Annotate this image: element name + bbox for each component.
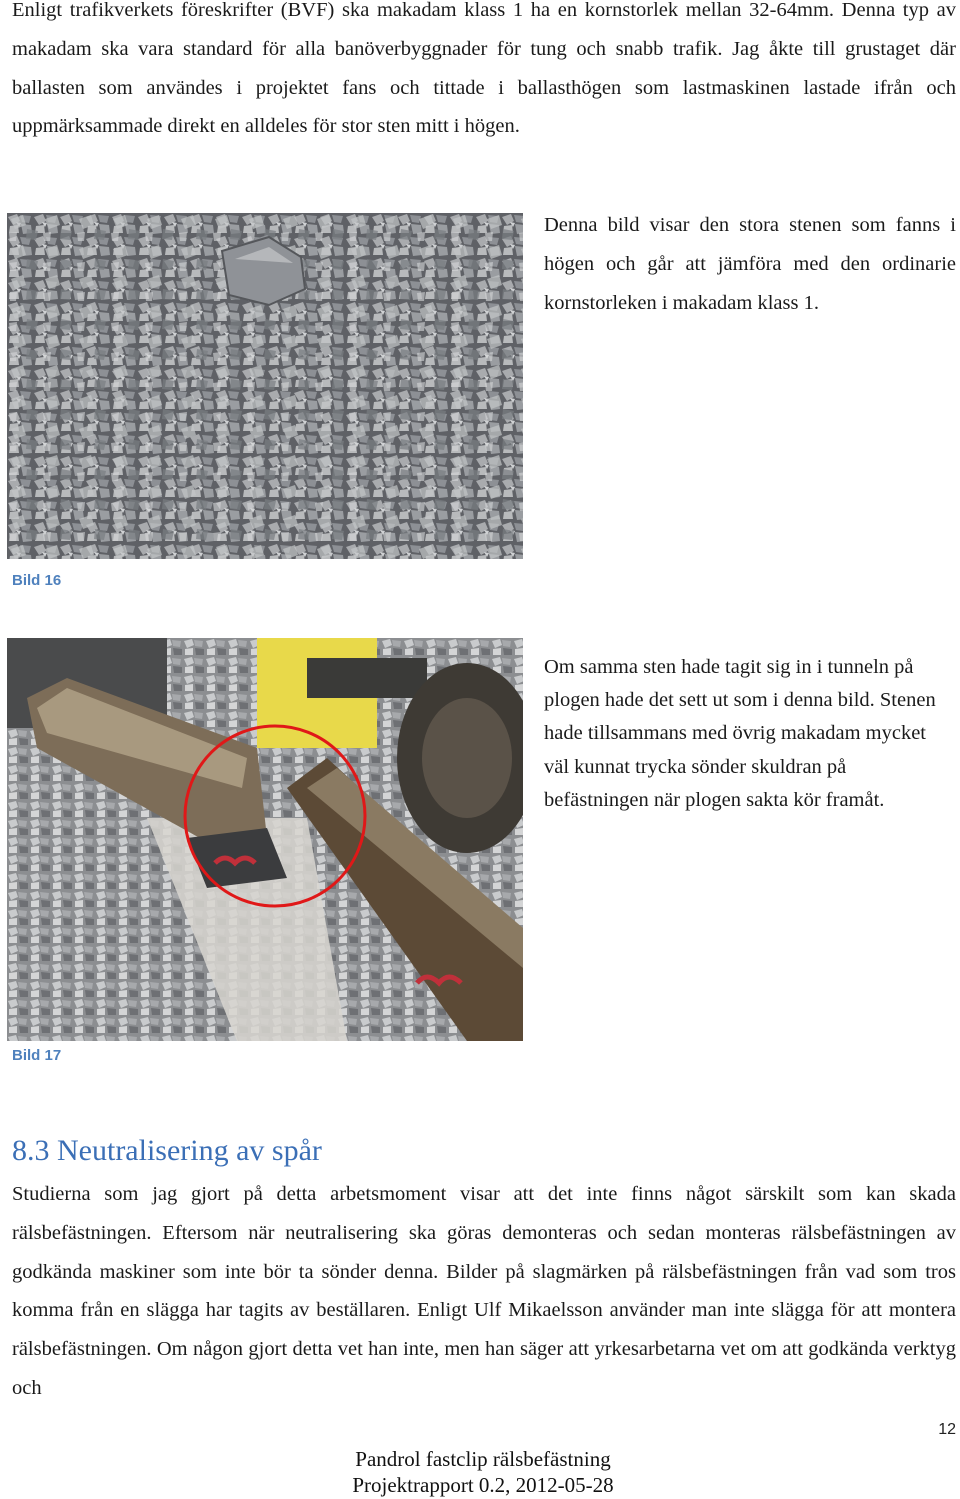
footer-subtitle: Projektrapport 0.2, 2012-05-28 (352, 1473, 614, 1497)
figure17-caption: Bild 17 (12, 1047, 62, 1064)
footer-title: Pandrol fastclip rälsbefästning (355, 1447, 611, 1471)
gravel-pile-photo (7, 213, 523, 559)
section-heading: 8.3 Neutralisering av spår (12, 1134, 322, 1167)
figure16-description: Denna bild visar den stora stenen som fanns i högen och går att jämföra med den ordinarie kornstorleken i makadam klass 1. (544, 214, 956, 314)
plow-rail-illustration (7, 638, 523, 1041)
gravel-pile-illustration (7, 213, 523, 559)
intro-paragraph: Enligt trafikverkets föreskrifter (BVF) ska makadam klass 1 ha en kornstorlek mellan 32-64mm. Denna typ av makadam ska vara standard för alla banöverbyggnader för tung och snabb trafik. Jag åkte till grustaget där ballasten som användes i projektet fans och tittade i ballasthögen som lastmaskinen lastade ifrån och uppmärksammade direkt en alldeles för stor sten mitt i högen. (12, 0, 956, 138)
figure17-description: Om samma sten hade tagit sig in i tunneln på plogen hade det sett ut som i denna bild. Stenen hade tillsammans med övrig makadam mycket väl kunnat trycka sönder skuldran på befästningen när plogen sakta kör framåt. (544, 656, 936, 811)
figure16-caption: Bild 16 (12, 572, 62, 589)
page-number: 12 (938, 1421, 956, 1438)
section-paragraph: Studierna som jag gjort på detta arbetsmoment visar att det inte finns något särskilt som kan skada rälsbefästningen. Eftersom när neutralisering ska göras demonteras och sedan monteras rälsbefästningen av godkända maskiner som inte bör ta sönder denna. Bilder på slagmärken på rälsbefästningen från vad som tros komma från en slägga har tagits av beställaren. Enligt Ulf Mikaelsson använder man inte slägga för att montera rälsbefästningen. Om någon gjort detta vet han inte, men han säger att yrkesarbetarna vet om att godkända verktyg och (12, 1183, 956, 1399)
plow-rail-photo (7, 638, 523, 1041)
